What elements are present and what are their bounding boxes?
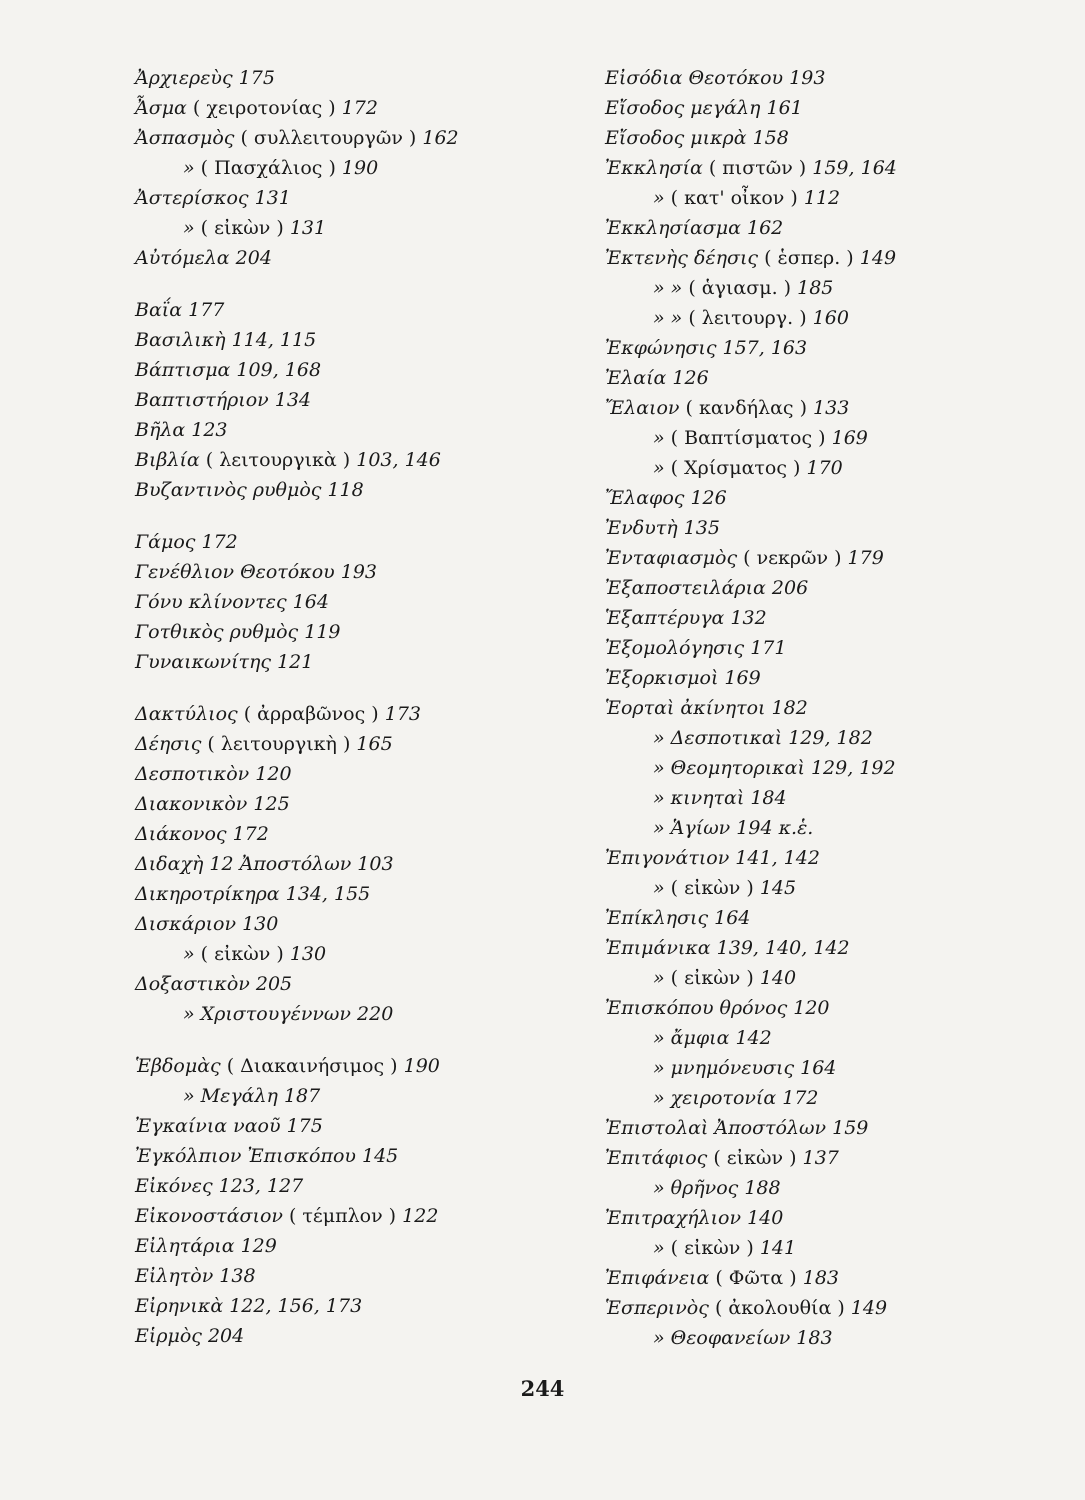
index-entry: Ἐπιστολαὶ Ἀποστόλων 159 [605,1117,869,1139]
index-entry: Γυναικωνίτης 121 [135,651,314,673]
index-entry: Βαπτιστήριον 134 [135,389,312,411]
index-entry: Εἴσοδος μικρὰ 158 [605,127,789,149]
index-entry: Εἱρμὸς 204 [135,1325,245,1347]
index-entry: » ( κατ' οἶκον ) 112 [653,187,841,209]
index-entry: Ἐλαία 126 [605,367,709,389]
index-entry: Ἑσπερινὸς ( ἀκολουθία ) 149 [605,1297,888,1319]
section-gap [135,1029,555,1051]
index-entry: Βάπτισμα 109, 168 [135,359,322,381]
index-entry: » κινηταὶ 184 [653,787,787,809]
index-entry: Εἰλητὸν 138 [135,1265,256,1287]
index-entry: » χειροτονία 172 [653,1087,819,1109]
index-entry: Βιβλία ( λειτουργικὰ ) 103, 146 [135,449,441,471]
index-entry: Δεσποτικὸν 120 [135,763,292,785]
index-entry: » ( εἰκὼν ) 141 [653,1237,797,1259]
section-gap [135,505,555,527]
index-entry: Γάμος 172 [135,531,238,553]
index-entry: Ἐνταφιασμὸς ( νεκρῶν ) 179 [605,547,884,569]
index-entry: Ἐξαποστειλάρια 206 [605,577,809,599]
index-entry: Ἐκκλησίασμα 162 [605,217,784,239]
index-entry: Ἐκκλησία ( πιστῶν ) 159, 164 [605,157,897,179]
index-entry: Ἐπιτραχήλιον 140 [605,1207,784,1229]
index-entry: Δακτύλιος ( ἀρραβῶνος ) 173 [135,703,422,725]
index-entry: Ἑξαπτέρυγα 132 [605,607,767,629]
index-entry: Εἰκονοστάσιον ( τέμπλον ) 122 [135,1205,439,1227]
index-entry: Διδαχὴ 12 Ἀποστόλων 103 [135,853,394,875]
index-entry: » ( εἰκὼν ) 131 [183,217,327,239]
index-entry: Εἴσοδος μεγάλη 161 [605,97,803,119]
index-entry: Δικηροτρίκηρα 134, 155 [135,883,371,905]
index-entry: Εἰλητάρια 129 [135,1235,277,1257]
index-entry: Βασιλικὴ 114, 115 [135,329,317,351]
section-gap [135,677,555,699]
index-entry: Γόνυ κλίνοντες 164 [135,591,329,613]
index-entry: Ἐκτενὴς δέησις ( ἑσπερ. ) 149 [605,247,897,269]
index-entry: » ἄμφια 142 [653,1027,772,1049]
index-entry: » Μεγάλη 187 [183,1085,321,1107]
index-entry: » ( εἰκὼν ) 130 [183,943,327,965]
index-entry: » » ( ἁγιασμ. ) 185 [653,277,834,299]
index-entry: Ἐγκόλπιον Ἐπισκόπου 145 [135,1145,399,1167]
index-entry: Ἐξομολόγησις 171 [605,637,787,659]
index-entry: » μνημόνευσις 164 [653,1057,837,1079]
index-entry: » Ἁγίων 194 κ.ἑ. [653,817,814,839]
index-entry: » θρῆνος 188 [653,1177,781,1199]
index-entry: Διάκονος 172 [135,823,269,845]
index-entry: Ἐκφώνησις 157, 163 [605,337,808,359]
index-entry: Ἐπίκλησις 164 [605,907,751,929]
index-entry: Ἐπιφάνεια ( Φῶτα ) 183 [605,1267,839,1289]
index-column-left [135,63,555,1351]
index-entry: Δέησις ( λειτουργικὴ ) 165 [135,733,393,755]
index-entry: Διακονικὸν 125 [135,793,290,815]
index-entry: Ἐνδυτὴ 135 [605,517,720,539]
index-entry: Ἐπιγονάτιον 141, 142 [605,847,820,869]
index-entry: » Χριστουγέννων 220 [183,1003,394,1025]
index-entry: Ἀρχιερεὺς 175 [135,67,275,89]
index-entry: Γοτθικὸς ρυθμὸς 119 [135,621,341,643]
index-entry: » ( Βαπτίσματος ) 169 [653,427,868,449]
index-column-right [605,63,1045,1353]
index-entry: Ἐπιμάνικα 139, 140, 142 [605,937,850,959]
index-entry: » ( εἰκὼν ) 140 [653,967,797,989]
index-entry: Ἔλαιον ( κανδήλας ) 133 [605,397,850,419]
index-entry: Δισκάριον 130 [135,913,279,935]
index-entry: Ἑορταὶ ἀκίνητοι 182 [605,697,808,719]
index-entry: Ἐγκαίνια ναοῦ 175 [135,1115,323,1137]
index-entry: » ( Πασχάλιος ) 190 [183,157,379,179]
index-entry: Ἆσμα ( χειροτονίας ) 172 [135,97,378,119]
index-entry: Ἐπιτάφιος ( εἰκὼν ) 137 [605,1147,839,1169]
index-entry: Ἀστερίσκος 131 [135,187,291,209]
index-entry: Γενέθλιον Θεοτόκου 193 [135,561,377,583]
index-entry: » Θεοφανείων 183 [653,1327,833,1349]
index-entry: Ἔλαφος 126 [605,487,727,509]
section-gap [135,273,555,295]
index-entry: Δοξαστικὸν 205 [135,973,293,995]
index-entry: Αὐτόμελα 204 [135,247,272,269]
index-entry: » ( Χρίσματος ) 170 [653,457,843,479]
index-entry: Βῆλα 123 [135,419,228,441]
index-entry: Ἑβδομὰς ( Διακαινήσιμος ) 190 [135,1055,440,1077]
index-entry: Βυζαντινὸς ρυθμὸς 118 [135,479,364,501]
index-entry: Ἀσπασμὸς ( συλλειτουργῶν ) 162 [135,127,459,149]
index-entry: » » ( λειτουργ. ) 160 [653,307,849,329]
page-number: 244 [520,1376,565,1401]
index-entry: » Δεσποτικαὶ 129, 182 [653,727,873,749]
index-entry: Βαΐα 177 [135,299,225,321]
index-entry: Ἐξορκισμοὶ 169 [605,667,761,689]
index-entry: Εἰσόδια Θεοτόκου 193 [605,67,826,89]
index-entry: Εἰκόνες 123, 127 [135,1175,304,1197]
index-entry: » Θεομητορικαὶ 129, 192 [653,757,896,779]
index-entry: Ἐπισκόπου θρόνος 120 [605,997,830,1019]
index-entry: » ( εἰκὼν ) 145 [653,877,797,899]
index-entry: Εἰρηνικὰ 122, 156, 173 [135,1295,363,1317]
